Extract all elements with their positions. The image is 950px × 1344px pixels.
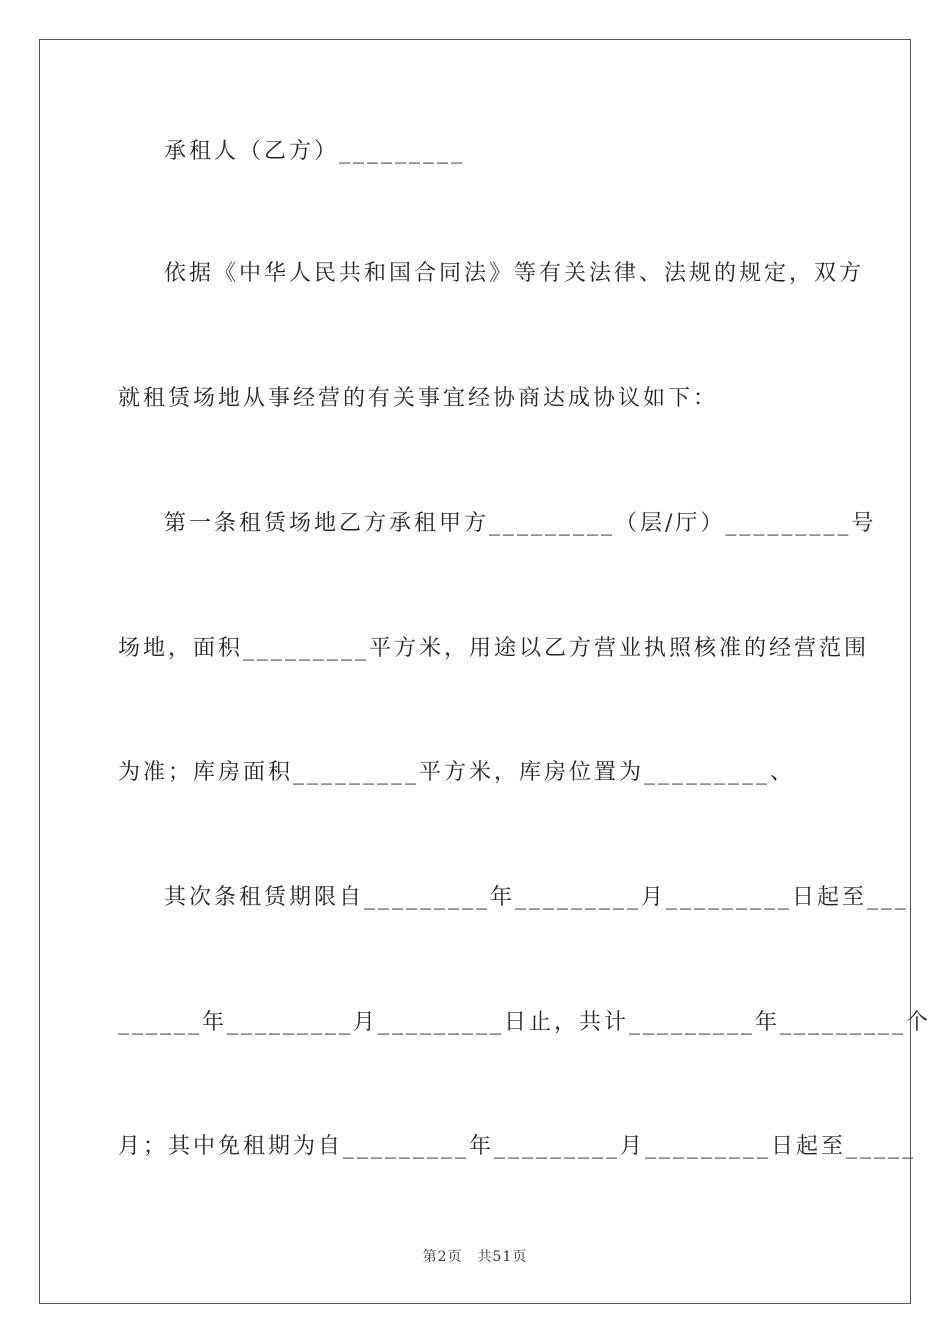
text-line-rent-free: 月；其中免租期为自_________年_________月_________日起至_____ — [118, 1134, 917, 1159]
page-number-footer: 第2页 共51页 — [422, 1249, 528, 1265]
text-line-basis: 依据《中华人民共和国合同法》等有关法律、法规的规定，双方 — [164, 261, 865, 286]
text-line-term-end: ______年_________月_________日止，共计_________年_________个 — [118, 1010, 932, 1035]
page-border — [39, 39, 932, 1304]
text-line-article-2: 其次条租赁期限自_________年_________月_________日起至___ — [164, 885, 910, 910]
text-line-area: 场地，面积_________平方米，用途以乙方营业执照核准的经营范围 — [118, 636, 870, 661]
text-line-warehouse: 为准；库房面积_________平方米，库房位置为_________、 — [118, 760, 796, 785]
text-line-agreement: 就租赁场地从事经营的有关事宜经协商达成协议如下： — [118, 386, 719, 411]
text-line-lessee: 承租人（乙方）_________ — [164, 139, 466, 164]
text-line-article-1: 第一条租赁场地乙方承租甲方_________（层/厅）_________号 — [164, 511, 877, 536]
